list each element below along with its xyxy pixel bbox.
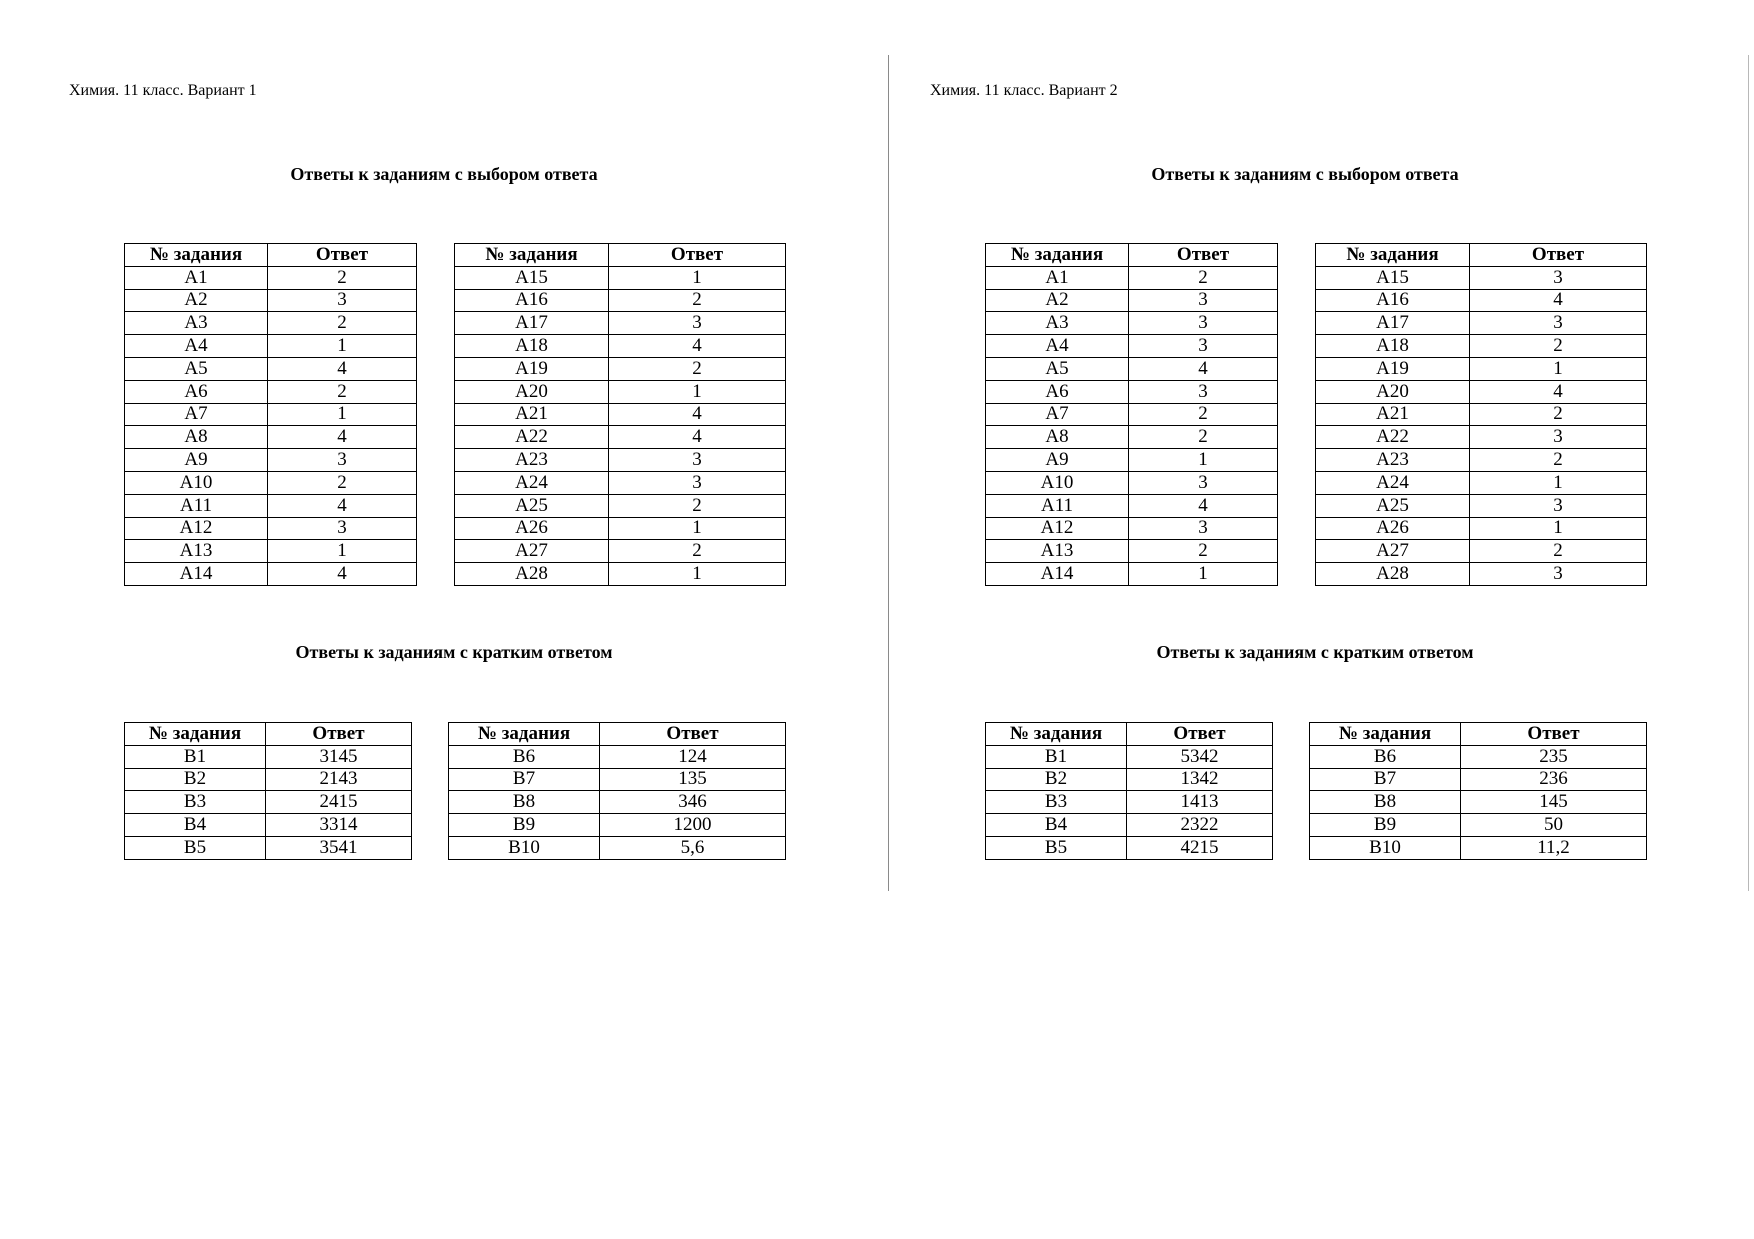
task-number-cell: А5 xyxy=(125,357,268,380)
answer-cell: 235 xyxy=(1461,745,1647,768)
table-header-row xyxy=(1310,723,1647,746)
task-number-cell: В8 xyxy=(1310,791,1461,814)
answer-cell: 1 xyxy=(609,266,786,289)
table-row xyxy=(449,791,786,814)
answer-cell: 1 xyxy=(268,335,417,358)
table-row xyxy=(455,540,786,563)
page-header: Химия. 11 класс. Вариант 1 xyxy=(69,82,257,99)
table-row xyxy=(125,266,417,289)
task-number-cell: А21 xyxy=(455,403,609,426)
table-row xyxy=(455,517,786,540)
short-section-title: Ответы к заданиям с кратким ответом xyxy=(295,642,613,662)
task-number-cell: А17 xyxy=(1316,312,1470,335)
table-row xyxy=(455,426,786,449)
task-number-cell: А19 xyxy=(455,357,609,380)
task-number-cell: А16 xyxy=(1316,289,1470,312)
answer-cell: 236 xyxy=(1461,768,1647,791)
task-number-cell: А12 xyxy=(986,517,1129,540)
answer-cell: 3 xyxy=(1470,312,1647,335)
answer-cell: 3145 xyxy=(266,745,412,768)
answer-cell: 11,2 xyxy=(1461,836,1647,859)
answer-cell: 2 xyxy=(1129,266,1278,289)
table-row xyxy=(986,289,1278,312)
answer-cell: 2 xyxy=(268,266,417,289)
task-number-cell: В7 xyxy=(1310,768,1461,791)
column-header-answer: Ответ xyxy=(268,244,417,267)
answer-cell: 1 xyxy=(1470,471,1647,494)
answer-cell: 4 xyxy=(1129,357,1278,380)
task-number-cell: В8 xyxy=(449,791,600,814)
column-header-task: № задания xyxy=(455,244,609,267)
table-row xyxy=(1316,266,1647,289)
answer-cell: 1 xyxy=(1470,357,1647,380)
page-variant-2 xyxy=(888,0,1754,1239)
answer-cell: 3 xyxy=(268,449,417,472)
task-number-cell: В3 xyxy=(125,791,266,814)
table-row xyxy=(1316,471,1647,494)
table-row xyxy=(125,814,412,837)
task-number-cell: А7 xyxy=(986,403,1129,426)
table-row xyxy=(986,335,1278,358)
table-row xyxy=(986,768,1273,791)
answer-cell: 4 xyxy=(609,426,786,449)
table-row xyxy=(125,517,417,540)
table-row xyxy=(1316,289,1647,312)
task-number-cell: А11 xyxy=(986,494,1129,517)
task-number-cell: А22 xyxy=(455,426,609,449)
table-row xyxy=(455,266,786,289)
answer-cell: 3 xyxy=(1470,266,1647,289)
answer-cell: 4 xyxy=(609,335,786,358)
table-row xyxy=(125,494,417,517)
table-row xyxy=(125,745,412,768)
task-number-cell: А14 xyxy=(125,563,268,586)
answer-cell: 1 xyxy=(1129,449,1278,472)
table-row xyxy=(449,814,786,837)
answer-cell: 1 xyxy=(268,403,417,426)
column-header-task: № задания xyxy=(449,723,600,746)
table-row xyxy=(986,814,1273,837)
table-header-row xyxy=(449,723,786,746)
table-row xyxy=(1316,449,1647,472)
answer-cell: 2 xyxy=(609,357,786,380)
choice-table-2 xyxy=(454,243,786,586)
answer-cell: 3 xyxy=(1129,517,1278,540)
table-row xyxy=(986,540,1278,563)
task-number-cell: В9 xyxy=(1310,814,1461,837)
column-header-task: № задания xyxy=(986,723,1127,746)
table-row xyxy=(1316,357,1647,380)
task-number-cell: А26 xyxy=(1316,517,1470,540)
table-row xyxy=(1316,380,1647,403)
table-header-row xyxy=(986,244,1278,267)
table-header-row xyxy=(125,723,412,746)
table-row xyxy=(125,791,412,814)
table-row xyxy=(125,312,417,335)
task-number-cell: А5 xyxy=(986,357,1129,380)
column-header-answer: Ответ xyxy=(1470,244,1647,267)
answer-cell: 1 xyxy=(268,540,417,563)
answer-cell: 3 xyxy=(1129,312,1278,335)
task-number-cell: А25 xyxy=(1316,494,1470,517)
answer-cell: 4 xyxy=(1470,289,1647,312)
choice-table-2 xyxy=(1315,243,1647,586)
choice-section-title: Ответы к заданиям с выбором ответа xyxy=(290,164,598,184)
column-header-task: № задания xyxy=(1316,244,1470,267)
task-number-cell: В1 xyxy=(986,745,1127,768)
task-number-cell: А19 xyxy=(1316,357,1470,380)
task-number-cell: А6 xyxy=(986,380,1129,403)
task-number-cell: А18 xyxy=(455,335,609,358)
task-number-cell: В2 xyxy=(986,768,1127,791)
answer-cell: 4 xyxy=(268,563,417,586)
table-row xyxy=(1316,540,1647,563)
answer-cell: 1413 xyxy=(1127,791,1273,814)
answer-cell: 3314 xyxy=(266,814,412,837)
answer-cell: 5342 xyxy=(1127,745,1273,768)
task-number-cell: В1 xyxy=(125,745,266,768)
answer-cell: 2 xyxy=(1470,403,1647,426)
task-number-cell: А4 xyxy=(125,335,268,358)
table-row xyxy=(455,357,786,380)
task-number-cell: А15 xyxy=(455,266,609,289)
table-header-row xyxy=(455,244,786,267)
table-row xyxy=(125,768,412,791)
table-row xyxy=(1310,768,1647,791)
task-number-cell: А13 xyxy=(986,540,1129,563)
table-row xyxy=(1316,335,1647,358)
answer-cell: 3 xyxy=(268,289,417,312)
task-number-cell: В2 xyxy=(125,768,266,791)
table-row xyxy=(986,426,1278,449)
table-row xyxy=(455,471,786,494)
table-row xyxy=(125,403,417,426)
answer-cell: 346 xyxy=(600,791,786,814)
table-row xyxy=(1310,791,1647,814)
answer-cell: 2 xyxy=(1129,403,1278,426)
task-number-cell: В4 xyxy=(125,814,266,837)
short-table-1 xyxy=(124,722,412,860)
table-row xyxy=(1316,563,1647,586)
answer-cell: 3 xyxy=(1129,335,1278,358)
task-number-cell: А13 xyxy=(125,540,268,563)
table-row xyxy=(986,494,1278,517)
task-number-cell: А1 xyxy=(125,266,268,289)
column-header-answer: Ответ xyxy=(1127,723,1273,746)
answer-cell: 2143 xyxy=(266,768,412,791)
table-row xyxy=(986,357,1278,380)
answer-cell: 2 xyxy=(609,540,786,563)
answer-cell: 1 xyxy=(1470,517,1647,540)
answer-cell: 145 xyxy=(1461,791,1647,814)
task-number-cell: А26 xyxy=(455,517,609,540)
table-row xyxy=(986,380,1278,403)
task-number-cell: В10 xyxy=(449,836,600,859)
answer-cell: 1342 xyxy=(1127,768,1273,791)
table-row xyxy=(1316,403,1647,426)
task-number-cell: А10 xyxy=(986,471,1129,494)
table-row xyxy=(125,426,417,449)
table-row xyxy=(455,380,786,403)
task-number-cell: А9 xyxy=(986,449,1129,472)
table-row xyxy=(125,449,417,472)
answer-cell: 1 xyxy=(609,517,786,540)
table-row xyxy=(1310,814,1647,837)
table-row xyxy=(455,449,786,472)
task-number-cell: А4 xyxy=(986,335,1129,358)
answer-cell: 4 xyxy=(609,403,786,426)
column-header-task: № задания xyxy=(1310,723,1461,746)
table-row xyxy=(986,403,1278,426)
table-row xyxy=(125,335,417,358)
task-number-cell: А15 xyxy=(1316,266,1470,289)
task-number-cell: А21 xyxy=(1316,403,1470,426)
task-number-cell: А24 xyxy=(1316,471,1470,494)
answer-cell: 3 xyxy=(1470,426,1647,449)
task-number-cell: А20 xyxy=(1316,380,1470,403)
table-row xyxy=(125,540,417,563)
task-number-cell: А28 xyxy=(455,563,609,586)
answer-cell: 3 xyxy=(1470,494,1647,517)
answer-cell: 4 xyxy=(268,357,417,380)
table-header-row xyxy=(125,244,417,267)
table-row xyxy=(1316,426,1647,449)
answer-cell: 2 xyxy=(609,494,786,517)
task-number-cell: А14 xyxy=(986,563,1129,586)
table-row xyxy=(455,312,786,335)
task-number-cell: В10 xyxy=(1310,836,1461,859)
table-row xyxy=(449,745,786,768)
table-row xyxy=(125,471,417,494)
table-header-row xyxy=(1316,244,1647,267)
table-row xyxy=(986,471,1278,494)
table-row xyxy=(1310,836,1647,859)
table-row xyxy=(986,449,1278,472)
task-number-cell: А6 xyxy=(125,380,268,403)
table-row xyxy=(1316,494,1647,517)
task-number-cell: В3 xyxy=(986,791,1127,814)
task-number-cell: А3 xyxy=(125,312,268,335)
task-number-cell: А10 xyxy=(125,471,268,494)
table-row xyxy=(1310,745,1647,768)
answer-cell: 3 xyxy=(609,449,786,472)
answer-cell: 3 xyxy=(609,312,786,335)
choice-section-title: Ответы к заданиям с выбором ответа xyxy=(1151,164,1459,184)
answer-cell: 124 xyxy=(600,745,786,768)
short-table-1 xyxy=(985,722,1273,860)
answer-cell: 1 xyxy=(1129,563,1278,586)
table-row xyxy=(986,312,1278,335)
short-section-title: Ответы к заданиям с кратким ответом xyxy=(1156,642,1474,662)
answer-cell: 4 xyxy=(1470,380,1647,403)
answer-cell: 4 xyxy=(1129,494,1278,517)
table-row xyxy=(986,563,1278,586)
answer-cell: 4 xyxy=(268,494,417,517)
task-number-cell: В4 xyxy=(986,814,1127,837)
table-row xyxy=(986,266,1278,289)
table-row xyxy=(125,289,417,312)
answer-cell: 4 xyxy=(268,426,417,449)
task-number-cell: В9 xyxy=(449,814,600,837)
column-header-answer: Ответ xyxy=(1461,723,1647,746)
answer-cell: 2415 xyxy=(266,791,412,814)
answer-cell: 3 xyxy=(1129,289,1278,312)
task-number-cell: А8 xyxy=(125,426,268,449)
table-row xyxy=(125,380,417,403)
answer-cell: 2 xyxy=(1129,540,1278,563)
answer-cell: 3 xyxy=(268,517,417,540)
answer-cell: 1200 xyxy=(600,814,786,837)
answer-cell: 3 xyxy=(609,471,786,494)
answer-cell: 4215 xyxy=(1127,836,1273,859)
table-row xyxy=(1316,312,1647,335)
task-number-cell: А27 xyxy=(1316,540,1470,563)
short-table-2 xyxy=(448,722,786,860)
table-row xyxy=(125,836,412,859)
table-row xyxy=(455,494,786,517)
answer-cell: 50 xyxy=(1461,814,1647,837)
table-row xyxy=(986,745,1273,768)
task-number-cell: В5 xyxy=(986,836,1127,859)
column-header-task: № задания xyxy=(125,723,266,746)
table-row xyxy=(986,836,1273,859)
task-number-cell: А7 xyxy=(125,403,268,426)
task-number-cell: А11 xyxy=(125,494,268,517)
task-number-cell: В6 xyxy=(449,745,600,768)
column-header-task: № задания xyxy=(125,244,268,267)
table-row xyxy=(455,289,786,312)
column-header-answer: Ответ xyxy=(600,723,786,746)
table-row xyxy=(1316,517,1647,540)
table-row xyxy=(455,403,786,426)
table-row xyxy=(455,563,786,586)
answer-cell: 2 xyxy=(609,289,786,312)
task-number-cell: А22 xyxy=(1316,426,1470,449)
task-number-cell: В6 xyxy=(1310,745,1461,768)
answer-cell: 3541 xyxy=(266,836,412,859)
answer-cell: 2 xyxy=(1470,540,1647,563)
column-header-task: № задания xyxy=(986,244,1129,267)
choice-table-1 xyxy=(985,243,1278,586)
answer-cell: 2 xyxy=(1129,426,1278,449)
task-number-cell: В5 xyxy=(125,836,266,859)
task-number-cell: В7 xyxy=(449,768,600,791)
answer-cell: 3 xyxy=(1129,380,1278,403)
task-number-cell: А16 xyxy=(455,289,609,312)
answer-cell: 2 xyxy=(1470,449,1647,472)
table-header-row xyxy=(986,723,1273,746)
task-number-cell: А20 xyxy=(455,380,609,403)
answer-cell: 2322 xyxy=(1127,814,1273,837)
task-number-cell: А2 xyxy=(986,289,1129,312)
task-number-cell: А18 xyxy=(1316,335,1470,358)
column-header-answer: Ответ xyxy=(1129,244,1278,267)
table-row xyxy=(449,836,786,859)
answer-cell: 3 xyxy=(1470,563,1647,586)
choice-table-1 xyxy=(124,243,417,586)
task-number-cell: А12 xyxy=(125,517,268,540)
task-number-cell: А9 xyxy=(125,449,268,472)
answer-cell: 135 xyxy=(600,768,786,791)
table-row xyxy=(986,791,1273,814)
table-row xyxy=(986,517,1278,540)
task-number-cell: А2 xyxy=(125,289,268,312)
column-header-answer: Ответ xyxy=(266,723,412,746)
task-number-cell: А24 xyxy=(455,471,609,494)
table-row xyxy=(125,357,417,380)
table-row xyxy=(455,335,786,358)
answer-cell: 2 xyxy=(1470,335,1647,358)
answer-cell: 1 xyxy=(609,380,786,403)
task-number-cell: А23 xyxy=(1316,449,1470,472)
task-number-cell: А8 xyxy=(986,426,1129,449)
short-table-2 xyxy=(1309,722,1647,860)
column-header-answer: Ответ xyxy=(609,244,786,267)
task-number-cell: А27 xyxy=(455,540,609,563)
task-number-cell: А23 xyxy=(455,449,609,472)
answer-cell: 2 xyxy=(268,380,417,403)
task-number-cell: А25 xyxy=(455,494,609,517)
page-header: Химия. 11 класс. Вариант 2 xyxy=(930,82,1118,99)
task-number-cell: А17 xyxy=(455,312,609,335)
task-number-cell: А3 xyxy=(986,312,1129,335)
answer-cell: 5,6 xyxy=(600,836,786,859)
task-number-cell: А28 xyxy=(1316,563,1470,586)
task-number-cell: А1 xyxy=(986,266,1129,289)
table-row xyxy=(449,768,786,791)
answer-cell: 1 xyxy=(609,563,786,586)
table-row xyxy=(125,563,417,586)
answer-cell: 3 xyxy=(1129,471,1278,494)
answer-cell: 2 xyxy=(268,471,417,494)
answer-cell: 2 xyxy=(268,312,417,335)
